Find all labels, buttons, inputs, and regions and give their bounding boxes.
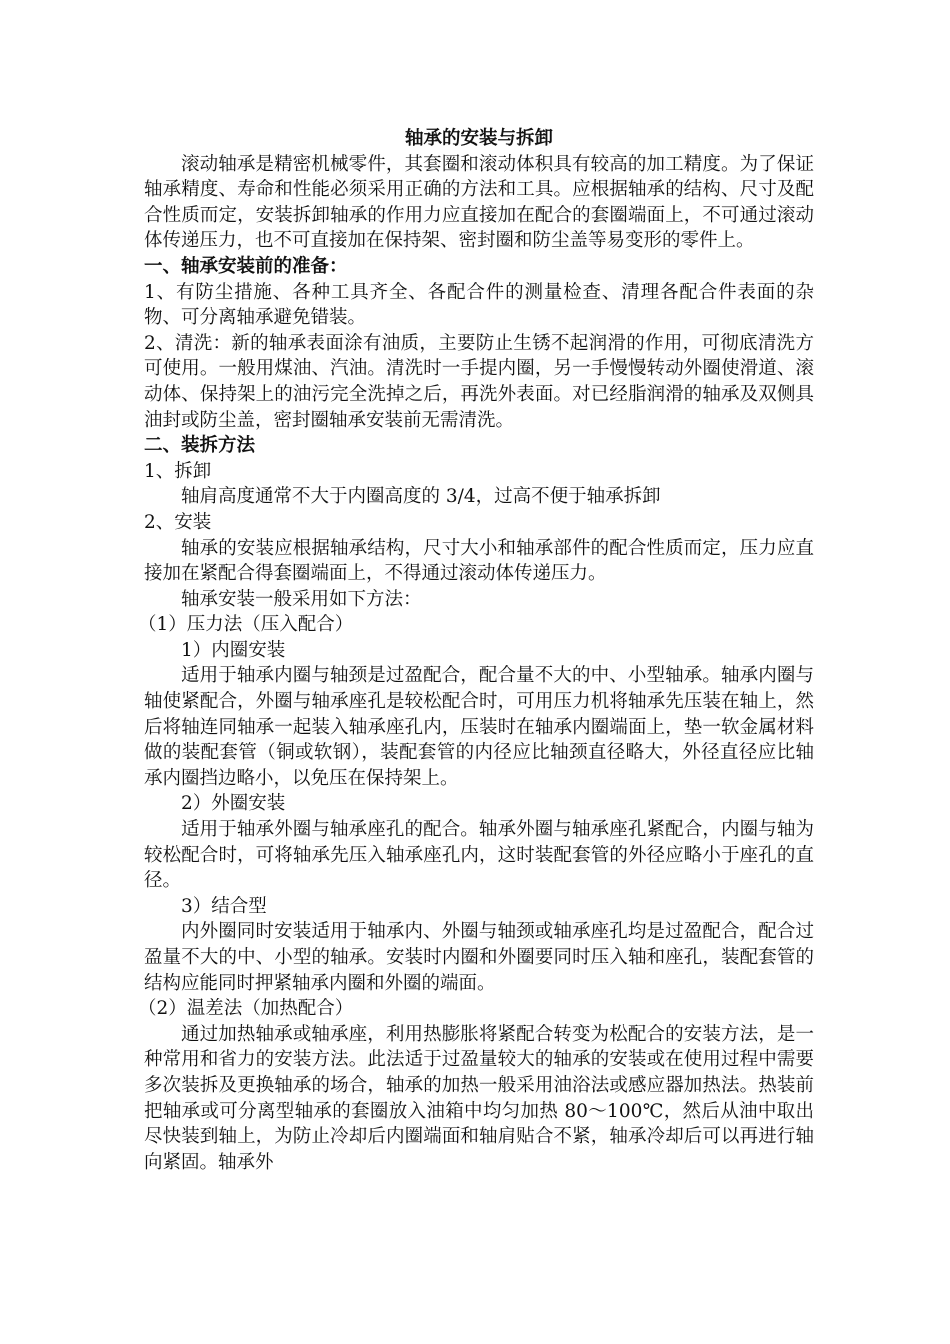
sub1-text: 轴肩高度通常不大于内圈高度的 3/4，过高不便于轴承拆卸 bbox=[181, 486, 661, 508]
section1-item2: 2、清洗：新的轴承表面涂有油质，主要防止生锈不起润滑的作用，可彻底清洗方可使用。一般用煤油、汽油。清洗时一手提内圈，另一手慢慢转动外圈使滑道、滚动体、保持架上的油污完全洗掉之后，再洗外表面。对已经脂润滑的轴承及双侧具油封或防尘盖，密封圈轴承安装前无需清洗。 bbox=[144, 332, 814, 431]
sub2-methods: 轴承安装一般采用如下方法： bbox=[181, 588, 422, 610]
document-body bbox=[138, 126, 814, 1175]
method1a-label: 1）内圈安装 bbox=[181, 639, 286, 661]
method1b-label: 2）外圈安装 bbox=[181, 793, 286, 815]
method1b-text: 适用于轴承外圈与轴承座孔的配合。轴承外圈与轴承座孔紧配合，内圈与轴为较松配合时，可将轴承先压入轴承座孔内，这时装配套管的外径应略小于座孔的直径。 bbox=[144, 819, 814, 892]
method2-text: 通过加热轴承或轴承座，利用热膨胀将紧配合转变为松配合的安装方法，是一种常用和省力的安装方法。此法适于过盈量较大的轴承的安装或在使用过程中需要多次装拆及更换轴承的场合，轴承的加热一般采用油浴法或感应器加热法。热装前把轴承或可分离型轴承的套圈放入油箱中均匀加热 80～100℃，然后从油中取出尽快装到轴上，为防止冷却后内圈端面和轴肩贴合不紧，轴承冷却后可以再进行轴向紧固。轴承外 bbox=[144, 1023, 814, 1173]
sub2-label: 2、安装 bbox=[144, 511, 212, 533]
method2-label: （2）温差法（加热配合） bbox=[138, 998, 354, 1020]
sub2-text: 轴承的安装应根据轴承结构，尺寸大小和轴承部件的配合性质而定，压力应直接加在紧配合得套圈端面上，不得通过滚动体传递压力。 bbox=[144, 537, 814, 585]
section2-heading: 二、装拆方法 bbox=[144, 435, 256, 457]
document-title: 轴承的安装与拆卸 bbox=[404, 128, 553, 149]
method1c-label: 3）结合型 bbox=[181, 895, 267, 917]
section1-item1: 1、有防尘措施、各种工具齐全、各配合件的测量检查、清理各配合件表面的杂物、可分离轴承避免错装。 bbox=[144, 281, 814, 329]
method1a-text: 适用于轴承内圈与轴颈是过盈配合，配合量不大的中、小型轴承。轴承内圈与轴使紧配合，外圈与轴承座孔是较松配合时，可用压力机将轴承先压装在轴上，然后将轴连同轴承一起装入轴承座孔内，压装时在轴承内圈端面上，垫一软金属材料做的装配套管（铜或软钢），装配套管的内径应比轴颈直径略大，外径直径应比轴承内圈挡边略小，以免压在保持架上。 bbox=[144, 665, 814, 789]
intro-paragraph: 滚动轴承是精密机械零件，其套圈和滚动体积具有较高的加工精度。为了保证轴承精度、寿命和性能必须采用正确的方法和工具。应根据轴承的结构、尺寸及配合性质而定，安装拆卸轴承的作用力应直接加在配合的套圈端面上，不可通过滚动体传递压力，也不可直接加在保持架、密封圈和防尘盖等易变形的零件上。 bbox=[144, 153, 814, 252]
method1-label: （1）压力法（压入配合） bbox=[138, 614, 354, 636]
method1c-text: 内外圈同时安装适用于轴承内、外圈与轴颈或轴承座孔均是过盈配合，配合过盈量不大的中、小型的轴承。安装时内圈和外圈要同时压入轴和座孔，装配套管的结构应能同时押紧轴承内圈和外圈的端面。 bbox=[144, 921, 814, 994]
section1-heading: 一、轴承安装前的准备： bbox=[144, 255, 348, 277]
sub1-label: 1、拆卸 bbox=[144, 460, 212, 482]
